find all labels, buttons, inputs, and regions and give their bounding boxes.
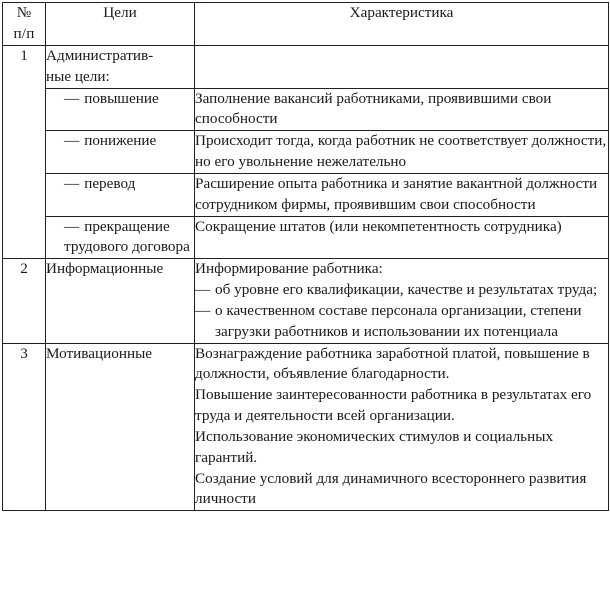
goal-category-1 xyxy=(46,46,195,89)
goal-subitem-transfer-label: перевод xyxy=(84,174,136,192)
column-header-number-line1: № xyxy=(16,4,32,21)
row-number-2: 2 xyxy=(3,259,46,343)
goals-table-container xyxy=(0,2,610,608)
characteristic-3-paragraph-1: Вознаграждение работника заработной платой, повышение в должности, объявление благодарности. xyxy=(195,344,590,383)
column-header-characteristic: Характеристика xyxy=(195,3,609,46)
goal-category-1-line1: Административ- xyxy=(46,47,154,64)
table-row xyxy=(3,131,609,174)
characteristic-3-paragraph-4: Создание условий для динамичного всестороннего развития личности xyxy=(195,469,587,508)
goal-subitem-demotion xyxy=(46,131,195,174)
table-row xyxy=(3,259,609,343)
characteristic-promotion: Заполнение вакансий работниками, проявившими свои способности xyxy=(195,88,609,131)
table-row xyxy=(3,46,609,89)
goal-category-3: Мотивационные xyxy=(46,343,195,511)
goal-subitem-transfer xyxy=(46,173,195,216)
dash-marker: — xyxy=(195,281,211,299)
dash-marker: — xyxy=(64,89,80,107)
goal-subitem-promotion-label: повышение xyxy=(84,89,159,107)
column-header-number-line2: п/п xyxy=(13,24,35,42)
table-row xyxy=(3,343,609,511)
table-header xyxy=(3,3,609,46)
characteristic-demotion: Происходит тогда, когда работник не соответствует должности, но его увольнение нежелательно xyxy=(195,131,609,174)
goal-subitem-termination-label: прекращение трудового договора xyxy=(64,217,190,256)
table-row xyxy=(3,216,609,259)
goal-category-1-line2: ные цели: xyxy=(46,67,110,85)
list-item-text: о качественном составе персонала организации, степени загрузки работников и использовании их потенциала xyxy=(215,301,582,340)
characteristic-2-bullet-list xyxy=(195,280,608,342)
dash-marker: — xyxy=(64,132,80,150)
personnel-appraisal-goals-table xyxy=(2,2,609,511)
characteristic-3-paragraph-3: Использование экономических стимулов и социальных гарантий. xyxy=(195,427,554,466)
characteristic-3 xyxy=(195,343,609,511)
column-header-goals: Цели xyxy=(46,3,195,46)
row-number-3: 3 xyxy=(3,343,46,511)
list-item-text: об уровне его квалификации, качестве и результатах труда; xyxy=(215,281,598,299)
characteristic-termination: Сокращение штатов (или некомпетентность сотрудника) xyxy=(195,216,609,259)
characteristic-3-paragraph-2: Повышение заинтересованности работника в результатах его труда и деятельности всей организации. xyxy=(195,386,592,425)
goal-category-2: Информационные xyxy=(46,259,195,343)
row-number-1: 1 xyxy=(3,46,46,259)
table-row xyxy=(3,173,609,216)
table-body xyxy=(3,46,609,511)
dash-marker: — xyxy=(64,174,80,192)
column-header-number xyxy=(3,3,46,46)
characteristic-transfer: Расширение опыта работника и занятие вакантной должности сотрудником фирмы, проявившим свои способности xyxy=(195,173,609,216)
characteristic-2-intro: Информирование работника: xyxy=(195,260,383,278)
header-row xyxy=(3,3,609,46)
characteristic-2 xyxy=(195,259,609,343)
table-row xyxy=(3,88,609,131)
goal-subitem-promotion xyxy=(46,88,195,131)
goal-subitem-termination xyxy=(46,216,195,259)
dash-marker: — xyxy=(64,217,80,235)
list-item xyxy=(195,301,608,343)
characteristic-1 xyxy=(195,46,609,89)
list-item xyxy=(195,280,608,301)
dash-marker: — xyxy=(195,301,211,319)
goal-subitem-demotion-label: понижение xyxy=(84,132,157,150)
